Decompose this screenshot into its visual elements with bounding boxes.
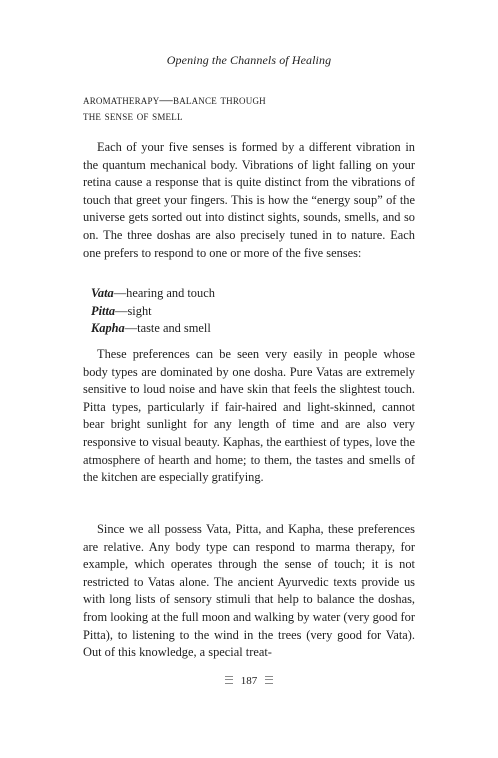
list-item [83,285,415,303]
ornament-icon [225,676,233,684]
dosha-term: Vata [91,286,114,300]
page-footer [0,675,498,687]
page-number: 187 [240,675,258,687]
dosha-description: —taste and smell [124,321,211,336]
paragraph-2: These preferences can be seen very easily in people whose body types are dominated by one dosha. Pure Vatas are extremely sensitive to loud noise and have skin that feels the slightest touch. Pitta types, particularly if fair-haired and light-skinned, cannot bear bright sunlight for any length of time and are also very responsive to visual beauty. Kaphas, the earthiest of types, love the atmosphere of hearth and home; to them, the tastes and smells of the kitchen are especially gratifying. [83,347,415,485]
list-item [83,303,415,321]
section-title-line-2: the sense of smell [83,107,183,123]
dosha-description: —hearing and touch [113,286,215,300]
section-title [83,92,423,123]
dosha-term: Kapha [91,321,125,336]
dosha-description: —sight [115,303,152,318]
section-title-line-1: aromatherapy—balance through [83,92,266,107]
dosha-list [83,285,415,338]
paragraph-3: Since we all possess Vata, Pitta, and Kapha, these preferences are relative. Any body type can respond to marma therapy, for example, which operates through the sense of touch; it is not restricted to Vatas alone. The ancient Ayurvedic texts provide us with long lists of sensory stimuli that help to balance the doshas, from looking at the full moon and walking by water (very good for Pitta), to listening to the wind in the trees (very good for Vata). Out of this knowledge, a special treat- [83,522,415,660]
ornament-icon [265,676,273,684]
dosha-term: Pitta [91,303,116,318]
running-head: Opening the Channels of Healing [166,53,332,67]
list-item [83,320,415,338]
paragraph-1: Each of your five senses is formed by a different vibration in the quantum mechanical body. Vibrations of light falling on your retina cause a response that is quite distinct from the vibrations of touch that greet your fingers. This is how the “energy soup” of the universe gets sorted out into distinct sights, sounds, smells, and so on. The three doshas are also precisely tuned in to nature. Each one prefers to respond to one or more of the five senses: [83,140,415,260]
